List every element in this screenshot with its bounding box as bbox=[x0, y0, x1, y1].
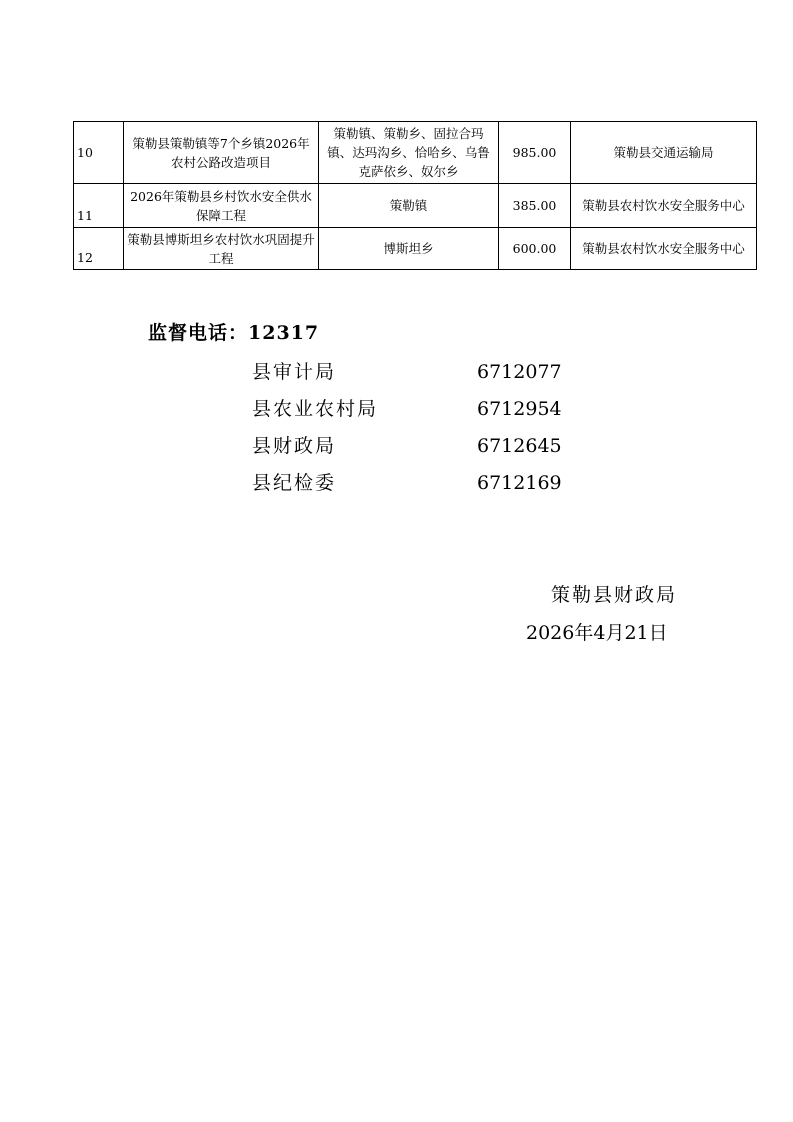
project-amount: 385.00 bbox=[499, 184, 571, 228]
project-towns: 策勒镇 bbox=[319, 184, 499, 228]
project-towns: 博斯坦乡 bbox=[319, 228, 499, 270]
project-number: 11 bbox=[74, 184, 124, 228]
contact-row bbox=[252, 468, 562, 495]
contact-phone: 6712954 bbox=[477, 398, 562, 420]
project-amount: 985.00 bbox=[499, 122, 571, 184]
project-unit: 策勒县交通运输局 bbox=[571, 122, 757, 184]
table-row bbox=[74, 228, 757, 270]
project-unit: 策勒县农村饮水安全服务中心 bbox=[571, 228, 757, 270]
contact-dept: 县财政局 bbox=[252, 435, 337, 457]
contact-phone: 6712169 bbox=[477, 472, 562, 494]
contact-row bbox=[252, 394, 562, 421]
signoff-organization: 策勒县财政局 bbox=[551, 584, 678, 606]
project-name: 策勒县博斯坦乡农村饮水巩固提升工程 bbox=[124, 228, 319, 270]
project-unit: 策勒县农村饮水安全服务中心 bbox=[571, 184, 757, 228]
contact-row bbox=[252, 357, 562, 384]
contact-row bbox=[252, 431, 562, 458]
project-number: 10 bbox=[74, 122, 124, 184]
project-towns: 策勒镇、策勒乡、固拉合玛镇、达玛沟乡、恰哈乡、乌鲁克萨依乡、奴尔乡 bbox=[319, 122, 499, 184]
projects-table bbox=[73, 121, 757, 270]
supervision-hotline-title: 监督电话：12317 bbox=[148, 322, 320, 344]
project-name: 策勒县策勒镇等7个乡镇2026年农村公路改造项目 bbox=[124, 122, 319, 184]
contact-phone: 6712077 bbox=[477, 361, 562, 383]
table-row bbox=[74, 184, 757, 228]
project-amount: 600.00 bbox=[499, 228, 571, 270]
project-name: 2026年策勒县乡村饮水安全供水保障工程 bbox=[124, 184, 319, 228]
project-number: 12 bbox=[74, 228, 124, 270]
table-row bbox=[74, 122, 757, 184]
signoff-date: 2026年4月21日 bbox=[526, 622, 668, 644]
contact-dept: 县纪检委 bbox=[252, 472, 337, 494]
contact-phone: 6712645 bbox=[477, 435, 562, 457]
contact-dept: 县农业农村局 bbox=[252, 398, 379, 420]
contact-dept: 县审计局 bbox=[252, 361, 337, 383]
